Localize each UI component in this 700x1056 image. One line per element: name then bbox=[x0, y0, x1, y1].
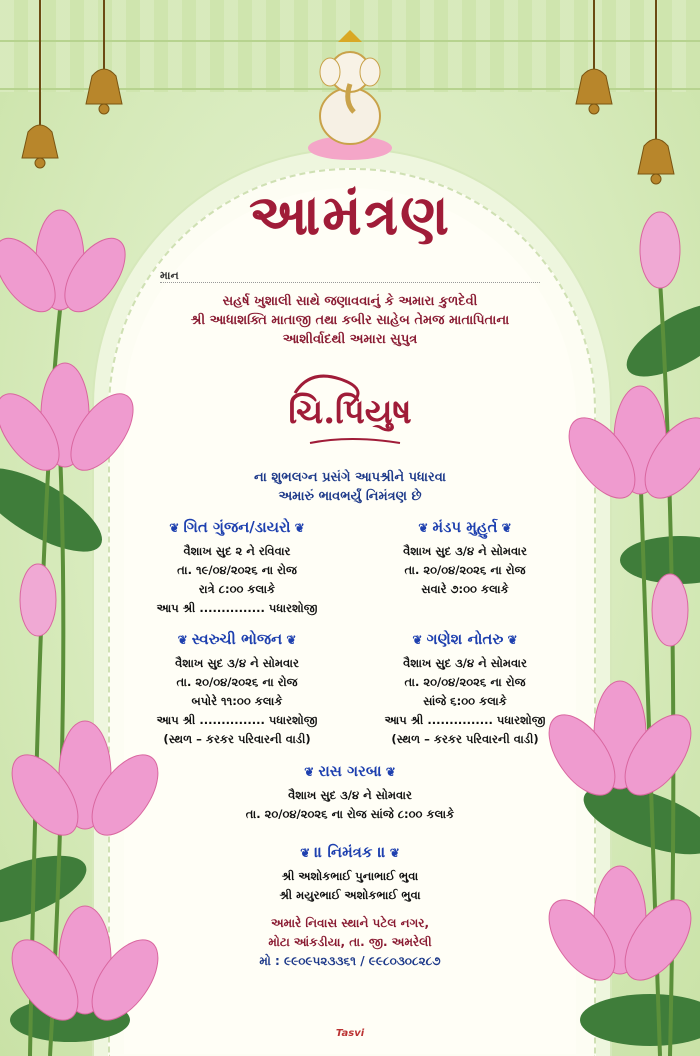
event-swaruchi-bhojan bbox=[112, 630, 362, 749]
ornament-icon: ❦ bbox=[385, 846, 400, 860]
intro-line: સહર્ષ ખુશાલી સાથે જણાવવાનું કે અમારા કુળદેવી bbox=[222, 294, 478, 309]
lotus-right-svg bbox=[530, 200, 700, 1056]
event-line: વૈશાખ સુદ ૩/૪ ને સોમવાર bbox=[403, 656, 527, 670]
event-line: આપ શ્રી ............... પધારશોજી bbox=[384, 713, 546, 727]
ganesha-icon bbox=[300, 28, 400, 162]
event-raas-garba bbox=[150, 762, 550, 824]
address-line: અમારે નિવાસ સ્થાને પટેલ નગર, bbox=[270, 916, 430, 930]
inviters-heading: ❦ ॥ નિમંત્રક ॥ ❦ bbox=[300, 843, 400, 861]
event-line: તા. ૧૯/૦૪/૨૦૨૬ ના રોજ bbox=[177, 563, 297, 577]
event-mandap-muhurt bbox=[345, 518, 585, 599]
event-line: (સ્થળ – કરકર પરિવારની વાડી) bbox=[163, 732, 311, 746]
event-line: વૈશાખ સુદ ૩/૪ ને સોમવાર bbox=[175, 656, 299, 670]
lotus-icon bbox=[20, 564, 56, 636]
event-line: સવારે ૭:૦૦ કલાકે bbox=[421, 582, 509, 596]
event-line: રાત્રે ૮:૦૦ કલાકે bbox=[198, 582, 276, 596]
intro-text bbox=[150, 292, 550, 349]
inviter-name: શ્રી અશોકભાઈ પુનાભાઈ ભુવા bbox=[281, 869, 419, 883]
bell-icon bbox=[86, 0, 122, 114]
event-line: બપોરે ૧૧:૦૦ કલાકે bbox=[191, 694, 283, 708]
ornament-icon: ❦ bbox=[169, 521, 184, 535]
intro-line: આશીર્વાદથી અમારા સુપુત્ર bbox=[282, 332, 418, 347]
address-section bbox=[150, 914, 550, 971]
ornament-icon: ❦ bbox=[497, 521, 512, 535]
ornament-icon: ❦ bbox=[418, 521, 433, 535]
recipient-label: માન bbox=[160, 269, 179, 282]
ornament-icon: ❦ bbox=[381, 765, 396, 779]
bell-icon bbox=[22, 0, 58, 168]
event-line: વૈશાખ સુદ ૩/૪ ને સોમવાર bbox=[288, 788, 412, 802]
groom-name: ચિ.પિયુષ bbox=[288, 392, 412, 432]
event-heading: ❦ ગણેશ નોતરુ ❦ bbox=[412, 630, 518, 648]
lotus-icon bbox=[652, 574, 688, 646]
contact-numbers: મો : ૯૯૦૯૫૨૩૩૬૧ / ૯૯૮૦૩૦૮૨૮૭ bbox=[259, 954, 441, 968]
address-line: મોટા આંકડીયા, તા. જી. અમરેલી bbox=[268, 935, 432, 949]
event-line: આપ શ્રી ............... પધારશોજી bbox=[156, 713, 318, 727]
event-line: વૈશાખ સુદ ૩/૪ ને સોમવાર bbox=[403, 544, 527, 558]
ornament-icon: ❦ bbox=[412, 633, 427, 647]
brand-logo: Tasvi bbox=[335, 1028, 365, 1039]
lotus-icon bbox=[536, 866, 700, 991]
ornament-icon: ❦ bbox=[282, 633, 297, 647]
lotus-icon bbox=[556, 386, 700, 509]
event-geet-gunjan bbox=[112, 518, 362, 618]
event-line: (સ્થળ – કરકર પરિવારની વાડી) bbox=[391, 732, 539, 746]
recipient-line bbox=[160, 264, 540, 283]
event-line: આપ શ્રી ............... પધારશોજી bbox=[156, 601, 318, 615]
event-ganesh-notru bbox=[345, 630, 585, 749]
event-line: તા. ૨૦/૦૪/૨૦૨૬ ના રોજ સાંજે ૮:૦૦ કલાકે bbox=[245, 807, 455, 821]
invitation-title: આમંત્રણ bbox=[248, 182, 452, 248]
event-line: વૈશાખ સુદ ૨ ને રવિવાર bbox=[183, 544, 291, 558]
lotus-icon bbox=[0, 210, 137, 322]
bell-icon bbox=[576, 0, 612, 114]
event-line: તા. ૨૦/૦૪/૨૦૨૬ ના રોજ bbox=[404, 563, 526, 577]
lotus-icon bbox=[640, 212, 680, 288]
invite-text bbox=[150, 468, 550, 506]
lotus-icon bbox=[0, 363, 145, 481]
inviters-section bbox=[150, 843, 550, 905]
ornament-icon: ❦ bbox=[290, 521, 305, 535]
event-heading: ❦ સ્વરુચી ભોજન ❦ bbox=[177, 630, 297, 648]
invite-line: અમારું ભાવભર્યું નિમંત્રણ છે bbox=[278, 489, 422, 504]
inviter-name: શ્રી મયુરભાઈ અશોકભાઈ ભુવા bbox=[279, 888, 421, 902]
ornament-icon: ❦ bbox=[304, 765, 319, 779]
bell-icon bbox=[638, 0, 674, 184]
ornament-icon: ❦ bbox=[177, 633, 192, 647]
event-heading: ❦ ગિત ગુંજન/ડાયરો ❦ bbox=[169, 518, 305, 536]
event-heading: ❦ મંડપ મુહુર્ત ❦ bbox=[418, 518, 512, 536]
event-heading: ❦ રાસ ગરબા ❦ bbox=[304, 762, 396, 780]
ornament-icon: ❦ bbox=[503, 633, 518, 647]
intro-line: શ્રી આધાશક્તિ માતાજી તથા કબીર સાહેબ તેમજ માતાપિતાના bbox=[190, 313, 510, 328]
invite-line: ના શુભલગ્ન પ્રસંગે આપશ્રીને પધારવા bbox=[254, 470, 446, 485]
event-line: સાંજે ૬:૦૦ કલાકે bbox=[423, 694, 507, 708]
ornament-icon: ❦ bbox=[300, 846, 315, 860]
event-line: તા. ૨૦/૦૪/૨૦૨૬ ના રોજ bbox=[176, 675, 298, 689]
event-line: તા. ૨૦/૦૪/૨૦૨૬ ના રોજ bbox=[404, 675, 526, 689]
